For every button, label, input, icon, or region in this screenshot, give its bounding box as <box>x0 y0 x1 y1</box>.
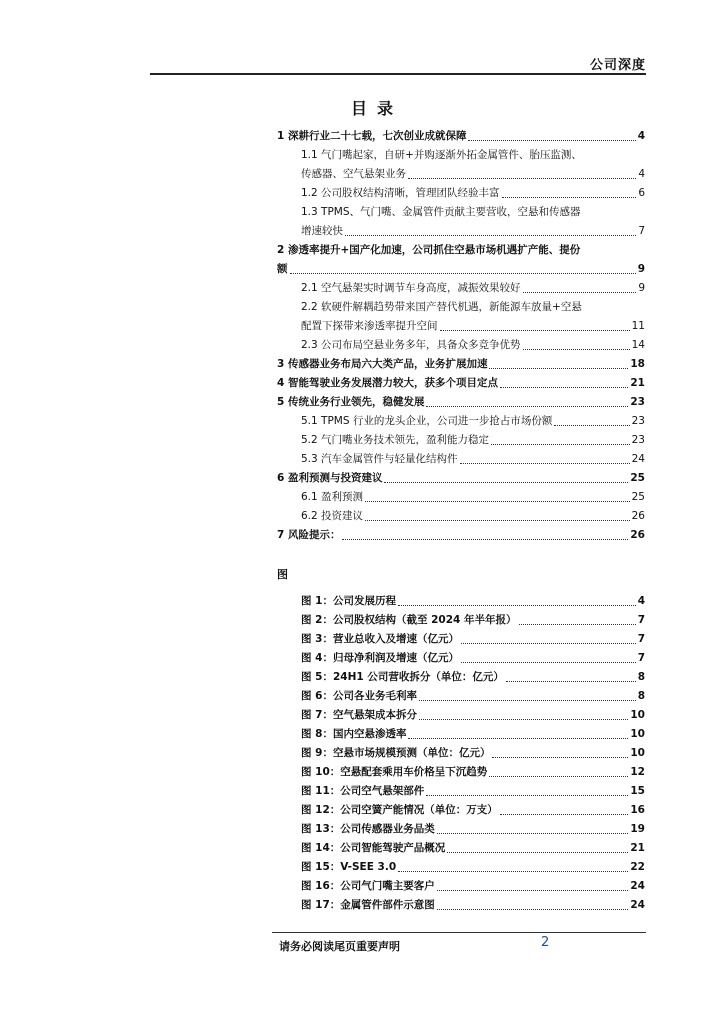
dot-leader <box>437 909 629 910</box>
dot-leader <box>365 501 630 502</box>
entry-page-number: 10 <box>630 728 645 740</box>
entry-page-number: 9 <box>638 282 645 294</box>
entry-page-number: 24 <box>631 453 645 465</box>
entry-title: 图 15：V-SEE 3.0 <box>301 861 397 873</box>
dot-leader <box>489 368 628 369</box>
entry-page-number: 11 <box>631 320 645 332</box>
entry-last-line <box>301 165 645 184</box>
entry-title: 图 16：公司气门嘴主要客户 <box>301 880 435 892</box>
dot-leader <box>290 273 636 274</box>
dot-leader <box>440 330 630 331</box>
entry-title: 图 3：营业总收入及增速（亿元） <box>301 633 459 645</box>
entry-page-number: 18 <box>630 358 645 370</box>
entry-title: 5 传统业务行业领先，稳健发展 <box>277 396 425 408</box>
figure-entry[interactable] <box>277 630 645 649</box>
entry-page-number: 26 <box>631 510 645 522</box>
toc-entry[interactable] <box>277 355 645 374</box>
entry-page-number: 9 <box>637 263 645 275</box>
figure-entry[interactable] <box>277 611 645 630</box>
entry-title: 图 10：空悬配套乘用车价格呈下沉趋势 <box>301 766 488 778</box>
entry-title: 6 盈利预测与投资建议 <box>277 472 383 484</box>
dot-leader <box>426 795 628 796</box>
toc-entry[interactable] <box>277 184 645 203</box>
entry-page-number: 10 <box>630 747 645 759</box>
figure-entry[interactable] <box>277 668 645 687</box>
entry-page-number: 4 <box>637 595 645 607</box>
dot-leader <box>519 624 636 625</box>
dot-leader <box>461 662 636 663</box>
toc-entry[interactable] <box>277 298 645 336</box>
entry-page-number: 26 <box>630 529 645 541</box>
figure-entry[interactable] <box>277 725 645 744</box>
dot-leader <box>398 605 636 606</box>
figure-entry[interactable] <box>277 687 645 706</box>
dot-leader <box>554 425 629 426</box>
entry-page-number: 8 <box>637 690 645 702</box>
figure-entry[interactable] <box>277 649 645 668</box>
entry-page-number: 7 <box>638 225 645 237</box>
entry-page-number: 23 <box>630 396 645 408</box>
page-number: 2 <box>541 935 550 950</box>
entry-title: 5.1 TPMS 行业的龙头企业，公司进一步抢占市场份额 <box>301 415 553 427</box>
toc-entry[interactable] <box>277 146 645 184</box>
entry-title: 2.3 公司布局空悬业务多年，具备众多竞争优势 <box>301 339 521 351</box>
dot-leader <box>419 719 628 720</box>
toc-entry[interactable] <box>277 374 645 393</box>
dot-leader <box>345 235 636 236</box>
entry-page-number: 7 <box>637 652 645 664</box>
dot-leader <box>342 539 628 540</box>
figure-entry[interactable] <box>277 706 645 725</box>
figure-entry[interactable] <box>277 839 645 858</box>
entry-title: 7 风险提示： <box>277 529 341 541</box>
figure-entry[interactable] <box>277 592 645 611</box>
toc-entry[interactable] <box>277 412 645 431</box>
entry-page-number: 23 <box>631 434 645 446</box>
entry-page-number: 22 <box>630 861 645 873</box>
entry-page-number: 19 <box>630 823 645 835</box>
toc-entry[interactable] <box>277 526 645 545</box>
toc-entries <box>277 127 645 545</box>
dot-leader <box>384 482 628 483</box>
disclaimer-note: 请务必阅读尾页重要声明 <box>279 940 400 953</box>
entry-title: 6.1 盈利预测 <box>301 491 364 503</box>
dot-leader <box>426 406 628 407</box>
entry-page-number: 6 <box>638 187 645 199</box>
dot-leader <box>468 140 635 141</box>
entry-title-line: 1.1 气门嘴起家，自研+并购逐渐外拓金属管件、胎压监测、 <box>301 149 582 161</box>
toc-entry[interactable] <box>277 127 645 146</box>
dot-leader <box>408 738 628 739</box>
dot-leader <box>500 814 629 815</box>
entry-last-line <box>301 317 645 336</box>
entry-page-number: 7 <box>637 633 645 645</box>
entry-title: 增速较快 <box>301 225 343 237</box>
dot-leader <box>408 178 636 179</box>
entry-title: 5.2 气门嘴业务技术领先，盈利能力稳定 <box>301 434 490 446</box>
toc-entry[interactable] <box>277 450 645 469</box>
entry-title-line: 2.2 软硬件解耦趋势带来国产替代机遇，新能源车放量+空悬 <box>301 301 582 313</box>
toc-entry[interactable] <box>277 469 645 488</box>
dot-leader <box>502 197 637 198</box>
toc-title: 目录 <box>350 99 403 118</box>
figure-list <box>277 592 645 915</box>
entry-page-number: 15 <box>630 785 645 797</box>
entry-page-number: 7 <box>637 614 645 626</box>
entry-title: 1 深耕行业二十七载，七次创业成就保障 <box>277 130 467 142</box>
dot-leader <box>460 463 630 464</box>
toc-entry[interactable] <box>277 393 645 412</box>
entry-title: 图 5：24H1 公司营收拆分（单位：亿元） <box>301 671 504 683</box>
entry-title: 配置下探带来渗透率提升空间 <box>301 320 438 332</box>
toc-entry[interactable] <box>277 279 645 298</box>
figure-entry[interactable] <box>277 744 645 763</box>
figures-heading: 图 <box>277 568 288 581</box>
entry-page-number: 21 <box>630 842 645 854</box>
entry-title: 3 传感器业务布局六大类产品，业务扩展加速 <box>277 358 488 370</box>
figure-entry[interactable] <box>277 801 645 820</box>
entry-page-number: 12 <box>630 766 645 778</box>
entry-title: 4 智能驾驶业务发展潜力较大，获多个项目定点 <box>277 377 498 389</box>
toc-entry[interactable] <box>277 203 645 241</box>
toc-entry[interactable] <box>277 241 645 279</box>
report-type-label: 公司深度 <box>589 58 646 73</box>
entry-title: 图 7：空气悬架成本拆分 <box>301 709 417 721</box>
entry-page-number: 25 <box>630 472 645 484</box>
entry-title: 1.2 公司股权结构清晰，管理团队经验丰富 <box>301 187 500 199</box>
toc-entry[interactable] <box>277 431 645 450</box>
figure-entry[interactable] <box>277 858 645 877</box>
entry-title: 图 17：金属管件部件示意图 <box>301 899 435 911</box>
toc-entry[interactable] <box>277 488 645 507</box>
entry-last-line <box>277 260 645 279</box>
entry-title: 图 11：公司空气悬架部件 <box>301 785 425 797</box>
header-divider <box>150 73 646 75</box>
figure-entry[interactable] <box>277 820 645 839</box>
entry-title: 图 9：空悬市场规模预测（单位：亿元） <box>301 747 491 759</box>
dot-leader <box>506 681 636 682</box>
entry-title: 5.3 汽车金属管件与轻量化结构件 <box>301 453 458 465</box>
dot-leader <box>447 852 628 853</box>
entry-page-number: 16 <box>630 804 645 816</box>
table-of-contents <box>277 127 645 915</box>
entry-page-number: 4 <box>638 168 645 180</box>
toc-entry[interactable] <box>277 507 645 526</box>
figure-entry[interactable] <box>277 782 645 801</box>
figure-entry[interactable] <box>277 877 645 896</box>
entry-title: 图 6：公司各业务毛利率 <box>301 690 417 702</box>
entry-page-number: 10 <box>630 709 645 721</box>
dot-leader <box>437 833 629 834</box>
entry-title: 额 <box>277 263 288 275</box>
dot-leader <box>523 292 637 293</box>
entry-title-line: 1.3 TPMS、气门嘴、金属管件贡献主要营收，空悬和传感器 <box>301 206 581 218</box>
entry-title: 图 12：公司空簧产能情况（单位：万支） <box>301 804 498 816</box>
entry-title-line: 2 渗透率提升+国产化加速，公司抓住空悬市场机遇扩产能、提份 <box>277 244 581 256</box>
dot-leader <box>491 444 630 445</box>
entry-title: 6.2 投资建议 <box>301 510 364 522</box>
entry-title: 图 8：国内空悬渗透率 <box>301 728 407 740</box>
entry-last-line <box>301 222 645 241</box>
dot-leader <box>437 890 629 891</box>
entry-page-number: 25 <box>631 491 645 503</box>
entry-page-number: 21 <box>630 377 645 389</box>
dot-leader <box>365 520 630 521</box>
dot-leader <box>492 757 628 758</box>
dot-leader <box>489 776 628 777</box>
entry-page-number: 23 <box>631 415 645 427</box>
entry-title: 图 1：公司发展历程 <box>301 595 396 607</box>
dot-leader <box>461 643 636 644</box>
figure-entry[interactable] <box>277 763 645 782</box>
dot-leader <box>500 387 628 388</box>
entry-page-number: 14 <box>631 339 645 351</box>
toc-entry[interactable] <box>277 336 645 355</box>
footer-divider <box>272 932 646 933</box>
entry-title: 图 4：归母净利润及增速（亿元） <box>301 652 459 664</box>
entry-title: 传感器、空气悬架业务 <box>301 168 406 180</box>
entry-page-number: 8 <box>637 671 645 683</box>
entry-title: 图 14：公司智能驾驶产品概况 <box>301 842 446 854</box>
dot-leader <box>523 349 630 350</box>
entry-page-number: 24 <box>630 880 645 892</box>
dot-leader <box>398 871 628 872</box>
entry-page-number: 4 <box>637 130 645 142</box>
entry-page-number: 24 <box>630 899 645 911</box>
figure-entry[interactable] <box>277 896 645 915</box>
entry-title: 图 13：公司传感器业务品类 <box>301 823 435 835</box>
entry-title: 图 2：公司股权结构（截至 2024 年半年报） <box>301 614 517 626</box>
dot-leader <box>419 700 636 701</box>
entry-title: 2.1 空气悬架实时调节车身高度，减振效果较好 <box>301 282 521 294</box>
